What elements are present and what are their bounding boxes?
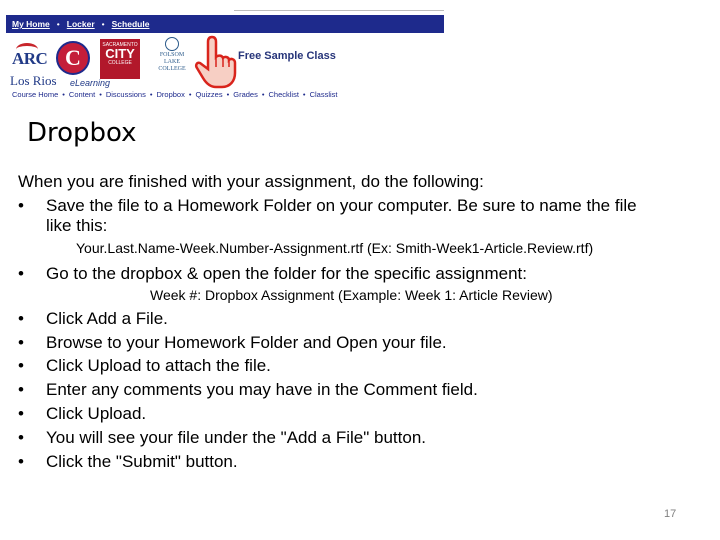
nav-quizzes[interactable]: Quizzes [195,90,223,99]
college-logos [6,33,444,89]
course-title[interactable]: Free Sample Class [238,50,336,62]
top-navigation [6,15,444,33]
step-text: Click Add a File. [46,309,168,328]
nav-separator: • [226,90,230,99]
cosumnes-river-logo: C [56,41,90,75]
nav-locker[interactable]: Locker [66,19,95,29]
pointing-hand-icon [192,35,240,89]
bullet-text-continued: like this: [46,216,108,235]
bullet-mark: • [18,264,24,283]
step-text: Browse to your Homework Folder and Open your file. [46,333,447,352]
bullet-mark: • [18,428,24,447]
step-text: You will see your file under the "Add a File" button. [46,428,427,447]
step-text: Enter any comments you may have in the Comment field. [46,380,478,399]
nav-separator: • [101,19,105,29]
lms-banner-image [6,10,444,98]
city-logo-college-text: COLLEGE [108,60,132,66]
nav-separator: • [56,19,60,29]
bullet-mark: • [18,380,24,399]
nav-separator: • [188,90,192,99]
bullet-mark: • [18,404,24,423]
nav-grades[interactable]: Grades [233,90,258,99]
folsom-lake-college-logo [152,37,192,79]
step-text: Click the "Submit" button. [46,452,238,471]
folder-format: Week #: Dropbox Assignment (Example: Week 1: Article Review) [150,287,553,303]
nav-dropbox[interactable]: Dropbox [156,90,185,99]
bullet-mark: • [18,356,24,375]
nav-separator: • [261,90,265,99]
nav-my-home[interactable]: My Home [12,19,50,29]
folsom-emblem-icon [165,37,179,51]
city-logo-small-text: SACRAMENTO [102,42,138,48]
bullet-mark: • [18,452,24,471]
nav-separator: • [149,90,153,99]
top-rule [234,10,444,11]
city-logo-big-text: CITY [105,46,135,61]
los-rios-logo: Los Rios [10,73,57,88]
elearning-logo: eLearning [70,78,111,88]
bullet-mark: • [18,196,24,215]
nav-separator: • [99,90,102,99]
step-text: Click Upload. [46,404,147,423]
bullet-text: Go to the dropbox & open the folder for the specific assignment: [46,264,528,283]
college-text: COLLEGE [158,66,186,72]
page-number: 17 [664,508,677,520]
folsom-text: FOLSOM [159,52,185,58]
filename-format: Your.Last.Name-Week.Number-Assignment.rtf (Ex: Smith-Week1-Article.Review.rtf) [76,240,594,256]
bullet-mark: • [18,333,24,352]
nav-course-home[interactable]: Course Home [12,90,59,99]
step-text: Click Upload to attach the file. [46,356,271,375]
slide-title: Dropbox [27,118,137,148]
intro-text: When you are finished with your assignment, do the following: [18,172,484,191]
sacramento-city-college-logo [100,39,140,79]
nav-separator: • [62,90,65,99]
bullet-text: Save the file to a Homework Folder on your computer. Be sure to name the file [46,196,637,215]
course-navigation [6,90,444,99]
nav-schedule[interactable]: Schedule [111,19,150,29]
nav-classlist[interactable]: Classlist [309,90,338,99]
nav-separator: • [302,90,306,99]
lake-text: LAKE [164,59,180,65]
nav-checklist[interactable]: Checklist [268,90,299,99]
arc-logo: ARC [12,49,48,68]
bullet-mark: • [18,309,24,328]
nav-content[interactable]: Content [68,90,96,99]
nav-discussions[interactable]: Discussions [105,90,146,99]
